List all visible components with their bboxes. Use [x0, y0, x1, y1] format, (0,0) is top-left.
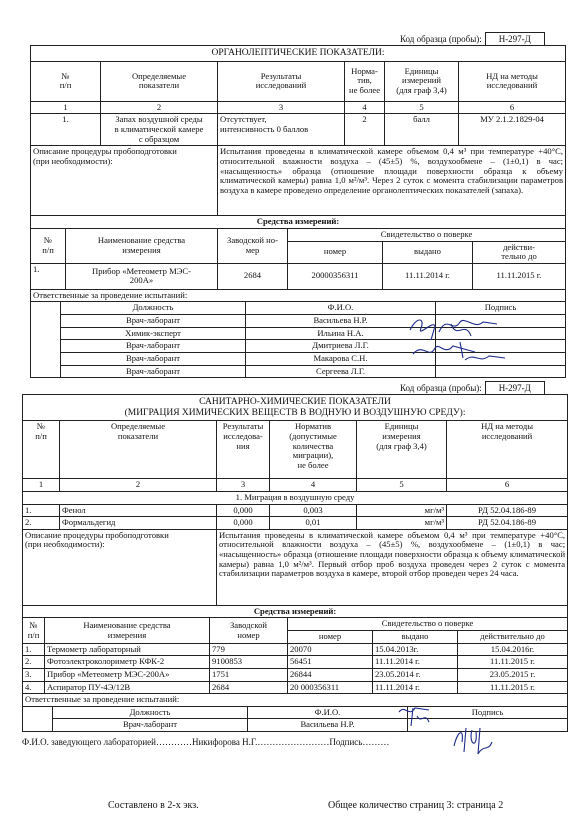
cell: 15.04.2016г.: [458, 643, 568, 656]
table-row: [23, 656, 568, 669]
col-header: Подпись: [408, 706, 568, 719]
cell: 11.11.2014 г.: [383, 263, 473, 289]
col-header: Заводской но- мер: [218, 228, 288, 263]
cell: 9100853: [210, 656, 288, 669]
cell: 0,003: [270, 504, 357, 517]
section-title: САНИТАРНО-ХИМИЧЕСКИЕ ПОКАЗАТЕЛИ (МИГРАЦИЯ ХИМИЧЕСКИХ ВЕЩЕСТВ В ВОДНУЮ И ВОЗДУШНУЮ СРЕДУ):: [23, 395, 568, 421]
cell: 1.: [23, 504, 60, 517]
procedure-text: Испытания проведены в климатической камере объемом 0,4 м³ при температуре +40°С, относительной влажности воздуха – (45±5) %, воздухообмене – (1±0,1) в час; «насыщенность» образца (отношение площади поверхности образца к объему климатической камеры) равна 1,0 м²/м³. Через 2 суток с момента стабилизации параметров воздуха в камере проведено определение органолептических показателей (запаха).: [218, 146, 566, 216]
cell: 56451: [288, 656, 373, 669]
cell: 1.: [31, 263, 66, 289]
cell: 2: [345, 114, 385, 146]
cell: Прибор «Метеометр МЭС-200А»: [45, 668, 210, 681]
cell: Ильина Н.А.: [246, 327, 436, 340]
sanitary-chemical-table: [22, 394, 568, 618]
col-number: 5: [357, 479, 447, 492]
col-header: выдано: [373, 631, 458, 644]
col-number: 6: [459, 101, 566, 114]
cell: 4.: [23, 681, 45, 694]
col-number: 2: [101, 101, 218, 114]
sample-code-1: [400, 32, 545, 46]
sample-code-2: [400, 381, 545, 395]
col-header: Ф.И.О.: [248, 706, 408, 719]
cell: 15.04.2013г.: [373, 643, 458, 656]
procedure-label: Описание процедуры пробоподготовки (при необходимости):: [31, 146, 218, 216]
sample-code-value: Н-297-Д: [485, 381, 545, 395]
responsible-title: Ответственные за проведение испытаний:: [31, 289, 566, 302]
cell: Формальдегид: [60, 517, 217, 530]
head-of-lab-sign-label: Подпись………: [329, 737, 390, 747]
cell: 11.11.2015 г.: [458, 681, 568, 694]
col-header: Норма- тив, не более: [345, 61, 385, 101]
cell: 0,000: [217, 517, 270, 530]
cell: мг/м³: [357, 504, 447, 517]
col-number: 3: [217, 479, 270, 492]
cell: мг/м³: [357, 517, 447, 530]
col-number: 5: [385, 101, 459, 114]
col-header: № п/п: [31, 61, 101, 101]
cell: 20000356311: [288, 263, 383, 289]
cell: 20070: [288, 643, 373, 656]
cell: 1751: [210, 668, 288, 681]
means-title: Средства измерений:: [23, 605, 568, 618]
footer-pages: Общее количество страниц 3: страница 2: [328, 800, 504, 811]
col-header: НД на методы исследований: [447, 421, 568, 479]
cell: МУ 2.1.2.1829-04: [459, 114, 566, 146]
col-header: Определяемые показатели: [60, 421, 217, 479]
col-header: Наименование средства измерения: [45, 618, 210, 643]
cell: Запах воздушной среды в климатической камере с образцом: [101, 114, 218, 146]
cell: РД 52.04.186-89: [447, 517, 568, 530]
sample-code-label: Код образца (пробы):: [400, 383, 482, 393]
cell: Васильева Н.Р.: [248, 719, 408, 732]
cell: 3.: [23, 668, 45, 681]
section-title: ОРГАНОЛЕПТИЧЕСКИЕ ПОКАЗАТЕЛИ:: [31, 46, 566, 62]
measuring-instruments-table: [22, 617, 568, 706]
cell: Врач-лаборант: [61, 365, 246, 378]
sample-code-label: Код образца (пробы):: [400, 34, 482, 44]
col-header: номер: [288, 631, 373, 644]
cell: 20 000356311: [288, 681, 373, 694]
cell: Васильева Н.Р.: [246, 315, 436, 328]
sanitary-chemical-section: [22, 394, 567, 732]
col-header: Заводской номер: [210, 618, 288, 643]
col-header: Должность: [53, 706, 248, 719]
cell: 1.: [31, 114, 101, 146]
col-header: НД на методы исследований: [459, 61, 566, 101]
responsible-title: Ответственные за проведение испытаний:: [23, 694, 568, 707]
col-header: Результаты исследова- ния: [217, 421, 270, 479]
signature-scribble-icon: [395, 702, 435, 730]
table-row: [31, 263, 566, 289]
cell: Фотоэлектроколориметр КФК-2: [45, 656, 210, 669]
col-header: № п/п: [31, 228, 66, 263]
col-header: Единицы измерений (для граф 3,4): [385, 61, 459, 101]
measuring-instruments-table: [30, 228, 566, 303]
cell: 11.11.2015 г.: [458, 656, 568, 669]
table-row: [23, 517, 568, 530]
col-header: Должность: [61, 302, 246, 315]
col-header: Свидетельство о поверке: [288, 618, 568, 631]
cell: 2.: [23, 656, 45, 669]
table-row: [23, 504, 568, 517]
col-header: действи- тельно до: [473, 241, 566, 263]
cell: 23.05.2014 г.: [373, 668, 458, 681]
col-header: Результаты исследований: [218, 61, 345, 101]
head-of-lab-name: Никифорова Н.Г.: [191, 737, 258, 747]
col-header: Свидетельство о поверке: [288, 228, 566, 241]
cell: 11.11.2015 г.: [473, 263, 566, 289]
cell: 2684: [210, 681, 288, 694]
col-header: № п/п: [23, 618, 45, 643]
procedure-text: Испытания проведены в климатической камере объемом 0,4 м³ при температуре +40°С, относительной влажности воздуха – (45±5) %, воздухообмене – (1±0,1) в час; «насыщенность» образца (отношение площади поверхности образца к объему климатической камеры) равна 1,0 м²/м³. Первый отбор проб воздуха проведен через 2 суток с момента стабилизации параметров воздуха в камере, второй отбор проведен через 24 часа.: [217, 529, 568, 605]
cell: Фенол: [60, 504, 217, 517]
col-header: выдано: [383, 241, 473, 263]
cell: 2684: [218, 263, 288, 289]
cell: Врач-лаборант: [61, 352, 246, 365]
cell: 0,000: [217, 504, 270, 517]
col-header: действительно до: [458, 631, 568, 644]
cell: 779: [210, 643, 288, 656]
cell: Аспиратор ПУ-4Э/12В: [45, 681, 210, 694]
col-header: Единицы измерения (для граф 3,4): [357, 421, 447, 479]
cell: Отсутствует, интенсивность 0 баллов: [218, 114, 345, 146]
table-row: [23, 668, 568, 681]
col-number: 4: [345, 101, 385, 114]
cell: Врач-лаборант: [61, 315, 246, 328]
cell: Прибор «Метеометр МЭС- 200А»: [66, 263, 218, 289]
cell: 2.: [23, 517, 60, 530]
col-number: 3: [218, 101, 345, 114]
head-of-lab-dots: ……………………: [257, 737, 330, 747]
table-row: [23, 643, 568, 656]
col-header: Ф.И.О.: [246, 302, 436, 315]
organoleptic-table: [30, 45, 566, 229]
cell: Дмитриева Л.Г.: [246, 340, 436, 353]
col-header: Подпись: [436, 302, 566, 315]
col-header: № п/п: [23, 421, 60, 479]
table-row: [23, 681, 568, 694]
means-title: Средства измерений:: [31, 216, 566, 229]
col-header: Наименование средства измерения: [66, 228, 218, 263]
cell: 23.05.2015 г.: [458, 668, 568, 681]
signature-scribble-icon: [448, 722, 496, 758]
cell: Макарова С.Н.: [246, 352, 436, 365]
col-number: 1: [23, 479, 60, 492]
table-row: [31, 114, 566, 146]
col-header: Норматив (допустимые количества миграции), не более: [270, 421, 357, 479]
cell: РД 52.04.186-89: [447, 504, 568, 517]
cell: Сергеева Л.Г.: [246, 365, 436, 378]
col-number: 2: [60, 479, 217, 492]
col-number: 1: [31, 101, 101, 114]
cell: 26844: [288, 668, 373, 681]
cell: 11.11.2014 г.: [373, 656, 458, 669]
col-number: 6: [447, 479, 568, 492]
signature-scribble-icon: [405, 312, 515, 372]
head-of-lab-label: Ф.И.О. заведующего лабораторией…………: [22, 737, 192, 747]
cell: Врач-лаборант: [61, 340, 246, 353]
cell: Термометр лабораторный: [45, 643, 210, 656]
cell: Врач-лаборант: [53, 719, 248, 732]
subsection-title: 1. Миграция в воздушную среду: [23, 491, 568, 504]
col-header: номер: [288, 241, 383, 263]
col-number: 4: [270, 479, 357, 492]
cell: балл: [385, 114, 459, 146]
cell: 11.11.2014 г.: [373, 681, 458, 694]
cell: 1.: [23, 643, 45, 656]
procedure-label: Описание процедуры пробоподготовки (при необходимости):: [23, 529, 217, 605]
cell: Химик-эксперт: [61, 327, 246, 340]
cell: 0,01: [270, 517, 357, 530]
sample-code-value: Н-297-Д: [485, 32, 545, 46]
col-header: Определяемые показатели: [101, 61, 218, 101]
footer-copies: Составлено в 2-х экз.: [108, 800, 199, 811]
